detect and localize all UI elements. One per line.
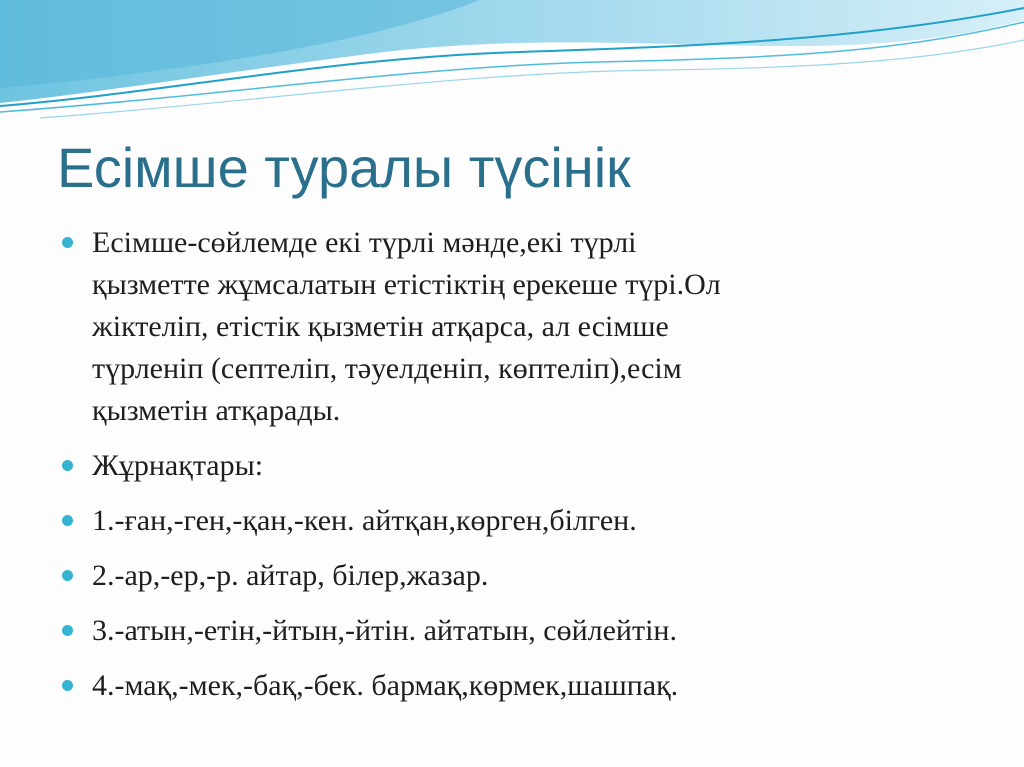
bullet-list bbox=[62, 222, 962, 720]
bullet-dot bbox=[62, 515, 73, 526]
bullet-dot bbox=[62, 570, 73, 581]
bullet-dot bbox=[62, 625, 73, 636]
bullet-text-line: 2.-ар,-ер,-р. айтар, білер,жазар. bbox=[92, 559, 489, 592]
bullet-item bbox=[62, 665, 962, 707]
bullet-text-line: 4.-мақ,-мек,-бақ,-бек. бармақ,көрмек,шашпақ. bbox=[92, 669, 679, 702]
bullet-text-line: түрленіп (септеліп, тәуелденіп, көптеліп),есім bbox=[92, 352, 682, 385]
bullet-text-line: қызметте жұмсалатын етістіктің ерекеше түрі.Ол bbox=[92, 268, 721, 301]
bullet-item bbox=[62, 555, 962, 597]
bullet-text-line: Жұрнақтары: bbox=[92, 449, 264, 482]
bullet-dot bbox=[62, 680, 73, 691]
bullet-text-line: 3.-атын,-етін,-йтын,-йтін. айтатын, сөйлейтін. bbox=[92, 614, 677, 647]
bullet-text-line: жіктеліп, етістік қызметін атқарса, ал есімше bbox=[92, 310, 669, 343]
bullet-item bbox=[62, 222, 962, 432]
bullet-item bbox=[62, 610, 962, 652]
header-wave-decoration bbox=[0, 0, 1024, 130]
bullet-text-line: Есімше-сөйлемде екі түрлі мәнде,екі түрлі bbox=[92, 226, 637, 259]
slide-title: Есімше туралы түсінік bbox=[57, 136, 631, 199]
bullet-text-line: қызметін атқарады. bbox=[92, 394, 341, 427]
bullet-dot bbox=[62, 237, 73, 248]
bullet-text-line: 1.-ған,-ген,-қан,-кен. айтқан,көрген,білген. bbox=[92, 504, 637, 537]
bullet-item bbox=[62, 445, 962, 487]
bullet-dot bbox=[62, 460, 73, 471]
bullet-item bbox=[62, 500, 962, 542]
